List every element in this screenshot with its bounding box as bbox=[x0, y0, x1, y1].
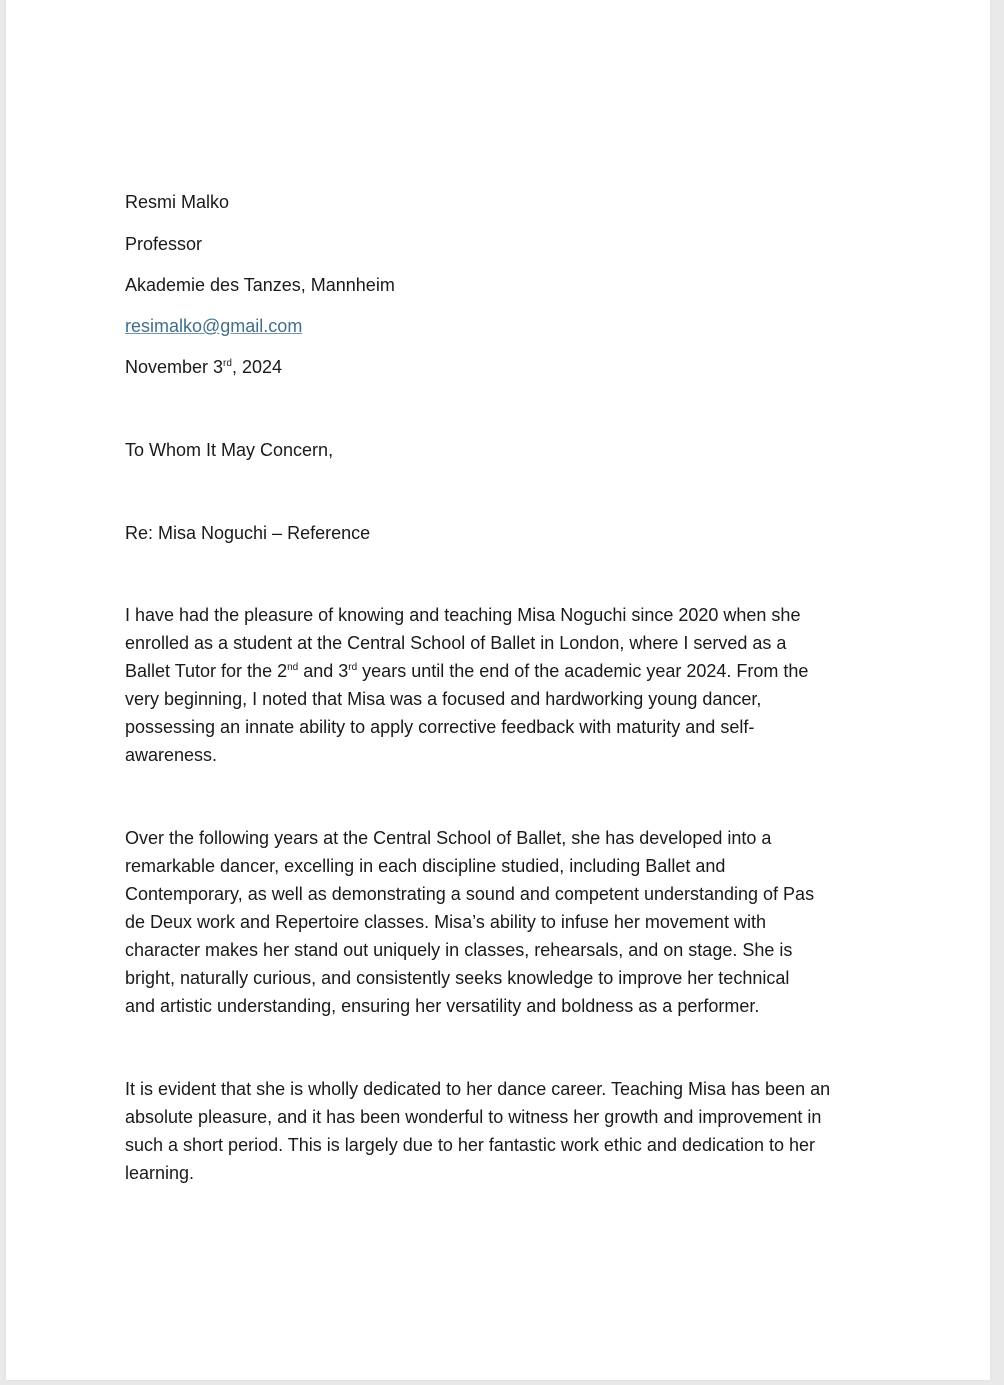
ordinal-suffix: nd bbox=[287, 662, 299, 673]
paragraph-line: and artistic understanding, ensuring her versatility and boldness as a performer. bbox=[125, 996, 760, 1016]
paragraph-line: such a short period. This is largely due to her fantastic work ethic and dedication to her bbox=[125, 1135, 816, 1155]
paragraph-line: I have had the pleasure of knowing and teaching Misa Noguchi since 2020 when she bbox=[125, 605, 801, 625]
paragraph-2 bbox=[125, 824, 885, 1020]
sender-email-link[interactable]: resimalko@gmail.com bbox=[125, 316, 303, 336]
paragraph-line: It is evident that she is wholly dedicated to her dance career. Teaching Misa has been an bbox=[125, 1079, 831, 1099]
text-run: and 3 bbox=[298, 661, 349, 681]
paragraph-3 bbox=[125, 1075, 885, 1187]
date-text: November 3 bbox=[125, 357, 224, 377]
paragraph-line: very beginning, I noted that Misa was a focused and hardworking young dancer, bbox=[125, 689, 762, 709]
text-run: years until the end of the academic year 2024. From the bbox=[357, 661, 809, 681]
paragraph-line: possessing an innate ability to apply corrective feedback with maturity and self- bbox=[125, 717, 755, 737]
paragraph-line: de Deux work and Repertoire classes. Misa’s ability to infuse her movement with bbox=[125, 912, 766, 932]
paragraph-line: character makes her stand out uniquely in classes, rehearsals, and on stage. She is bbox=[125, 940, 793, 960]
subject-line: Re: Misa Noguchi – Reference bbox=[125, 523, 371, 543]
text-run: Ballet Tutor for the 2 bbox=[125, 661, 288, 681]
document-page bbox=[6, 0, 990, 1380]
date-year: , 2024 bbox=[231, 357, 282, 377]
paragraph-line: awareness. bbox=[125, 745, 218, 765]
paragraph-line: bright, naturally curious, and consistently seeks knowledge to improve her technical bbox=[125, 968, 790, 988]
paragraph-line: Over the following years at the Central School of Ballet, she has developed into a bbox=[125, 828, 772, 848]
sender-institution: Akademie des Tanzes, Mannheim bbox=[125, 275, 395, 295]
paragraph-line: Contemporary, as well as demonstrating a sound and competent understanding of Pas bbox=[125, 884, 815, 904]
paragraph-line: remarkable dancer, excelling in each discipline studied, including Ballet and bbox=[125, 856, 726, 876]
paragraph-line: learning. bbox=[125, 1163, 195, 1183]
salutation: To Whom It May Concern, bbox=[125, 440, 334, 460]
paragraph-1 bbox=[125, 601, 885, 769]
date-ordinal-suffix: rd bbox=[223, 358, 232, 369]
paragraph-line bbox=[125, 657, 885, 685]
ordinal-suffix: rd bbox=[348, 662, 358, 673]
letter-date bbox=[125, 356, 282, 378]
sender-name: Resmi Malko bbox=[125, 192, 230, 212]
sender-title: Professor bbox=[125, 234, 203, 254]
paragraph-line: enrolled as a student at the Central School of Ballet in London, where I served as a bbox=[125, 633, 787, 653]
paragraph-line: absolute pleasure, and it has been wonderful to witness her growth and improvement in bbox=[125, 1107, 822, 1127]
